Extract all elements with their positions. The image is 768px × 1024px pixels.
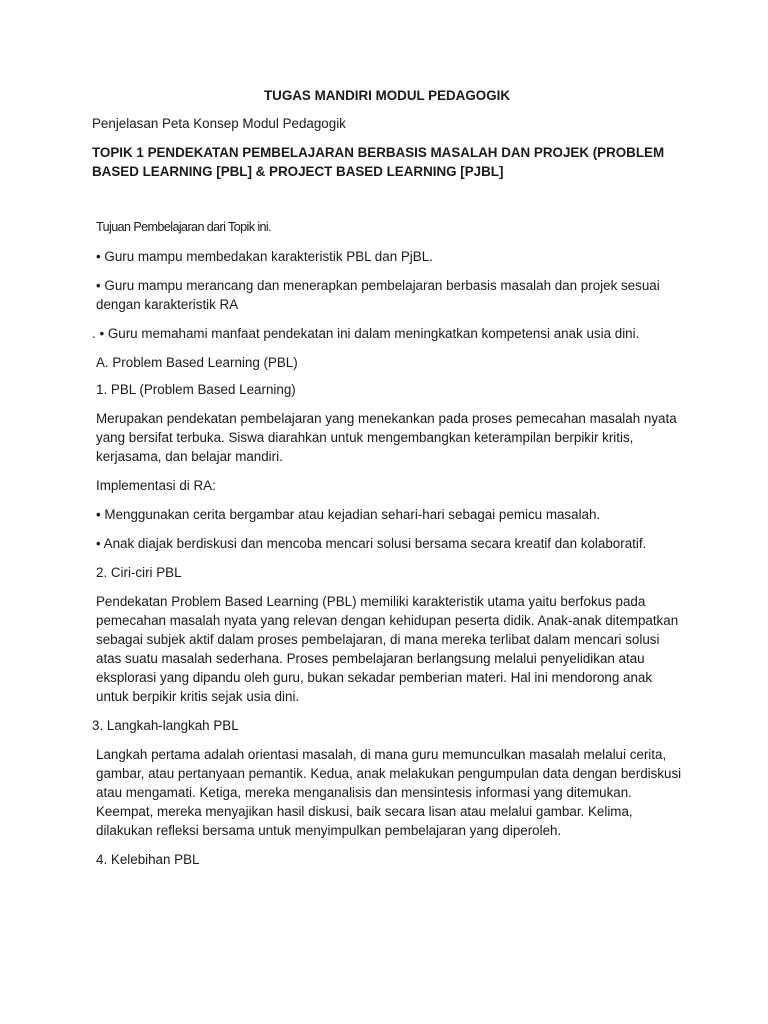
- objective-item: • Guru mampu merancang dan menerapkan pembelajaran berbasis masalah dan projek sesuai dengan karakteristik RA: [96, 278, 660, 312]
- objectives-label: Tujuan Pembelajaran dari Topik ini.: [96, 220, 272, 234]
- subsection-heading: 4. Kelebihan PBL: [96, 852, 200, 867]
- subsection-heading: 1. PBL (Problem Based Learning): [96, 382, 296, 397]
- implementation-item: • Menggunakan cerita bergambar atau kejadian sehari-hari sebagai pemicu masalah.: [96, 507, 601, 522]
- section-heading-a: A. Problem Based Learning (PBL): [96, 355, 298, 370]
- topic-heading: TOPIK 1 PENDEKATAN PEMBELAJARAN BERBASIS MASALAH DAN PROJEK (PROBLEM BASED LEARNING [PBL] & PROJECT BASED LEARNING [PJBL]: [92, 145, 665, 179]
- document-subtitle: Penjelasan Peta Konsep Modul Pedagogik: [92, 116, 346, 131]
- document-title: TUGAS MANDIRI MODUL PEDAGOGIK: [264, 88, 510, 103]
- subsection-heading: 3. Langkah-langkah PBL: [92, 718, 239, 733]
- subsection-heading: 2. Ciri-ciri PBL: [96, 565, 182, 580]
- body-paragraph: Merupakan pendekatan pembelajaran yang menekankan pada proses pemecahan masalah nyata yang bersifat terbuka. Siswa diarahkan untuk mengembangkan keterampilan berpikir kritis, kerjasama, dan belajar mandiri.: [96, 411, 677, 464]
- implementation-item: • Anak diajak berdiskusi dan mencoba mencari solusi bersama secara kreatif dan kolaboratif.: [96, 536, 647, 551]
- objective-item: • Guru mampu membedakan karakteristik PBL dan PjBL.: [96, 249, 433, 264]
- implementation-label: Implementasi di RA:: [96, 478, 216, 493]
- document-page: [92, 86, 682, 879]
- objective-item: . • Guru memahami manfaat pendekatan ini dalam meningkatkan kompetensi anak usia dini.: [92, 326, 640, 341]
- body-paragraph: Langkah pertama adalah orientasi masalah, di mana guru memunculkan masalah melalui cerita, gambar, atau pertanyaan pemantik. Kedua, anak melakukan pengumpulan data dengan berdiskusi atau mengamati. Ketiga, mereka menganalisis dan mensintesis informasi yang ditemukan. Keempat, mereka menyajikan hasil diskusi, baik secara lisan atau melalui gambar. Kelima, dilakukan refleksi bersama untuk menyimpulkan pembelajaran yang diperoleh.: [96, 747, 682, 838]
- body-paragraph: Pendekatan Problem Based Learning (PBL) memiliki karakteristik utama yaitu berfokus pada pemecahan masalah nyata yang relevan dengan kehidupan peserta didik. Anak-anak ditempatkan sebagai subjek aktif dalam proses pembelajaran, di mana mereka terlibat dalam mencari solusi atas suatu masalah sederhana. Proses pembelajaran berlangsung melalui penyelidikan atau eksplorasi yang dipandu oleh guru, bukan sekadar pemberian materi. Hal ini mendorong anak untuk berpikir kritis sejak usia dini.: [96, 594, 679, 704]
